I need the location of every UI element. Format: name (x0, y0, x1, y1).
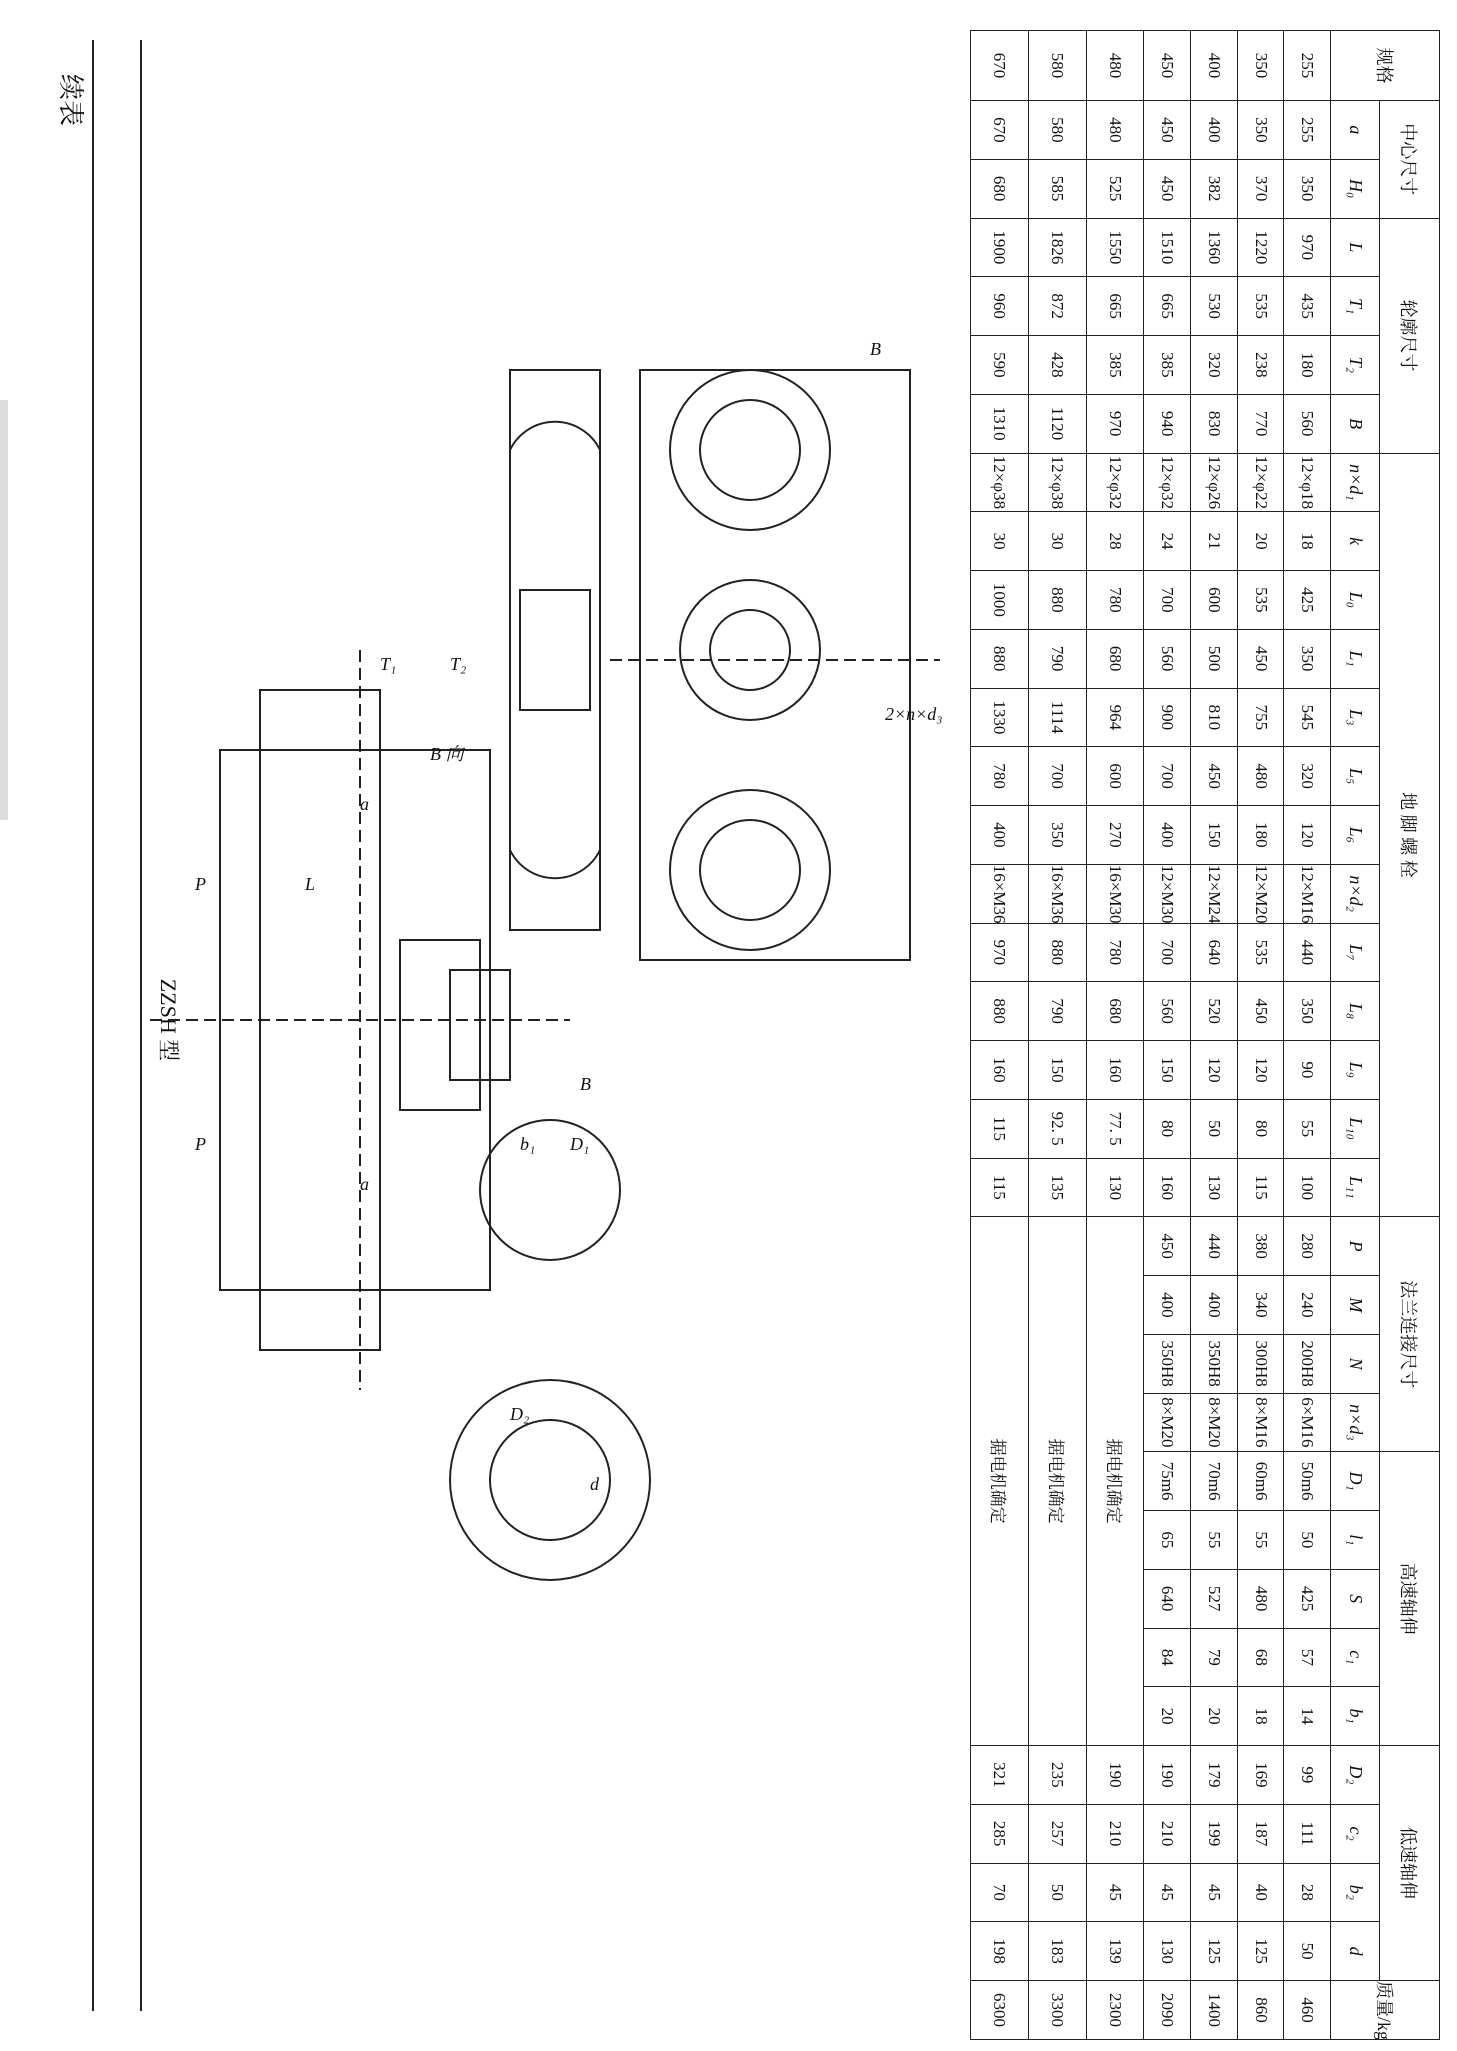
table-cell: 440 (1191, 1217, 1238, 1276)
col-header: L₃ (1331, 688, 1380, 747)
table-cell: 665 (1144, 277, 1191, 336)
table-cell: 120 (1191, 1041, 1238, 1100)
table-cell: 12×φ18 (1284, 453, 1331, 512)
label-D2: D₂ (510, 1404, 530, 1424)
table-cell: 400 (971, 806, 1029, 865)
table-cell: 900 (1144, 688, 1191, 747)
col-header: L₁₁ (1331, 1158, 1380, 1217)
table-cell: 860 (1237, 1981, 1284, 2040)
table-cell: 200H8 (1284, 1334, 1331, 1393)
col-header: L₁ (1331, 629, 1380, 688)
label-P: P (195, 874, 206, 894)
table-cell: 79 (1191, 1628, 1238, 1687)
table-row (971, 31, 1029, 2040)
table-cell: 970 (971, 923, 1029, 982)
label-B: B (870, 339, 881, 359)
table-cell: 450 (1144, 31, 1191, 101)
table-cell: 18 (1284, 512, 1331, 571)
table-cell: 300H8 (1237, 1334, 1284, 1393)
table-cell: 12×φ22 (1237, 453, 1284, 512)
table-cell: 590 (971, 336, 1029, 395)
table-cell: 210 (1144, 1804, 1191, 1863)
table-cell: 535 (1237, 571, 1284, 630)
table-cell: 350 (1284, 629, 1331, 688)
table-cell: 400 (1144, 806, 1191, 865)
table-cell: 400 (1144, 1276, 1191, 1335)
table-cell: 50 (1028, 1863, 1086, 1922)
col-header: L₅ (1331, 747, 1380, 806)
table-cell: 115 (971, 1099, 1029, 1158)
table-cell: 700 (1028, 747, 1086, 806)
label-a2: a (360, 1174, 369, 1194)
table-cell: 880 (971, 982, 1029, 1041)
table-cell: 545 (1284, 688, 1331, 747)
top-view-gear-3 (670, 790, 830, 950)
col-header: D₂ (1331, 1746, 1380, 1805)
low-speed-shaft-section (450, 1380, 650, 1580)
table-cell: 1360 (1191, 218, 1238, 277)
table-cell: 350 (1284, 982, 1331, 1041)
table-cell: 28 (1086, 512, 1144, 571)
table-cell: 8×M16 (1237, 1393, 1284, 1452)
table-cell: 480 (1086, 31, 1144, 101)
col-header: L₁₀ (1331, 1099, 1380, 1158)
table-row (1086, 31, 1144, 2040)
table-cell: 964 (1086, 688, 1144, 747)
table-cell: 1220 (1237, 218, 1284, 277)
table-cell: 350 (1028, 806, 1086, 865)
table-cell: 350H8 (1191, 1334, 1238, 1393)
side-view-shaft-boss (400, 940, 480, 1110)
col-header: b₁ (1331, 1687, 1380, 1746)
table-cell: 45 (1191, 1863, 1238, 1922)
table-cell: 2300 (1086, 1981, 1144, 2040)
table-cell: 320 (1191, 336, 1238, 395)
table-cell: 450 (1144, 1217, 1191, 1276)
table-cell: 970 (1086, 394, 1144, 453)
table-cell: 199 (1191, 1804, 1238, 1863)
table-cell: 400 (1191, 31, 1238, 101)
hdr-flange: 法兰连接尺寸 (1380, 1217, 1440, 1452)
table-cell: 16×M36 (1028, 864, 1086, 923)
col-header: L₇ (1331, 923, 1380, 982)
col-header: k (1331, 512, 1380, 571)
table-cell: 450 (1237, 982, 1284, 1041)
table-cell: 1510 (1144, 218, 1191, 277)
label-P2: P (195, 1134, 206, 1154)
table-cell: 880 (1028, 923, 1086, 982)
table-cell: 8×M20 (1191, 1393, 1238, 1452)
table-cell: 99 (1284, 1746, 1331, 1805)
hdr-high-speed: 高速轴伸 (1380, 1452, 1440, 1746)
col-header: n×d₂ (1331, 864, 1380, 923)
table-cell: 527 (1191, 1569, 1238, 1628)
table-cell: 12×φ38 (971, 453, 1029, 512)
label-2nd3: 2×n×d₃ (885, 704, 943, 724)
label-b1: b₁ (520, 1134, 536, 1154)
table-cell: 940 (1144, 394, 1191, 453)
margin-rule-left (92, 40, 94, 2011)
col-header: n×d₁ (1331, 453, 1380, 512)
top-view-gear-1 (670, 370, 830, 530)
table-row (1144, 31, 1191, 2040)
table-cell: 755 (1237, 688, 1284, 747)
hdr-center: 中心尺寸 (1380, 101, 1440, 219)
table-cell: 255 (1284, 101, 1331, 160)
table-cell: 700 (1144, 923, 1191, 982)
col-header: L₉ (1331, 1041, 1380, 1100)
high-speed-shaft-section (480, 1120, 620, 1260)
table-cell: 500 (1191, 629, 1238, 688)
table-cell: 770 (1237, 394, 1284, 453)
hdr-spec: 规格 (1331, 31, 1440, 101)
table-cell: 810 (1191, 688, 1238, 747)
table-cell: 8×M20 (1144, 1393, 1191, 1452)
col-header: L₈ (1331, 982, 1380, 1041)
table-cell: 12×M16 (1284, 864, 1331, 923)
col-header: B (1331, 394, 1380, 453)
table-cell: 640 (1191, 923, 1238, 982)
table-cell: 6300 (971, 1981, 1029, 2040)
table-cell: 790 (1028, 982, 1086, 1041)
col-header: H₀ (1331, 159, 1380, 218)
table-cell: 据电机确定 (1086, 1217, 1144, 1746)
table-cell: 130 (1191, 1158, 1238, 1217)
table-cell: 68 (1237, 1628, 1284, 1687)
col-header: T₂ (1331, 336, 1380, 395)
table-cell: 680 (971, 159, 1029, 218)
table-cell: 380 (1237, 1217, 1284, 1276)
table-cell: 12×M30 (1144, 864, 1191, 923)
table-cell: 125 (1237, 1922, 1284, 1981)
continued-label: 续表 (56, 73, 85, 126)
table-cell: 180 (1237, 806, 1284, 865)
table-cell: 670 (971, 101, 1029, 160)
table-cell: 435 (1284, 277, 1331, 336)
table-cell: 350 (1284, 159, 1331, 218)
col-header: a (1331, 101, 1380, 160)
table-cell: 285 (971, 1804, 1029, 1863)
table-cell: 24 (1144, 512, 1191, 571)
model-title: ZZSH 型 (156, 978, 181, 1062)
table-cell: 585 (1028, 159, 1086, 218)
table-cell: 450 (1237, 629, 1284, 688)
table-cell: 20 (1144, 1687, 1191, 1746)
table-cell: 1550 (1086, 218, 1144, 277)
spec-table-wrap (970, 30, 1440, 2040)
table-cell: 350 (1237, 31, 1284, 101)
hdr-low-speed: 低速轴伸 (1380, 1746, 1440, 1981)
table-cell: 12×φ26 (1191, 453, 1238, 512)
table-cell: 55 (1191, 1511, 1238, 1570)
table-cell: 12×M20 (1237, 864, 1284, 923)
table-cell: 187 (1237, 1804, 1284, 1863)
b-view-body (510, 370, 600, 930)
table-cell: 70 (971, 1863, 1029, 1922)
table-cell: 12×φ32 (1086, 453, 1144, 512)
table-cell: 1310 (971, 394, 1029, 453)
col-header: l₁ (1331, 1511, 1380, 1570)
table-cell: 1826 (1028, 218, 1086, 277)
label-d: d (590, 1474, 599, 1494)
table-cell: 700 (1144, 571, 1191, 630)
table-cell: 125 (1191, 1922, 1238, 1981)
table-row (1028, 31, 1086, 2040)
table-cell: 535 (1237, 923, 1284, 982)
table-cell: 100 (1284, 1158, 1331, 1217)
table-cell: 680 (1086, 982, 1144, 1041)
table-cell: 150 (1028, 1041, 1086, 1100)
label-a: a (360, 794, 369, 814)
table-cell: 350H8 (1144, 1334, 1191, 1393)
table-cell: 480 (1237, 1569, 1284, 1628)
table-row (1237, 31, 1284, 2040)
table-cell: 872 (1028, 277, 1086, 336)
table-cell: 240 (1284, 1276, 1331, 1335)
table-cell: 780 (971, 747, 1029, 806)
table-cell: 21 (1191, 512, 1238, 571)
table-cell: 45 (1144, 1863, 1191, 1922)
table-cell: 55 (1284, 1099, 1331, 1158)
table-cell: 460 (1284, 1981, 1331, 2040)
table-cell: 198 (971, 1922, 1029, 1981)
table-cell: 30 (1028, 512, 1086, 571)
table-cell: 560 (1144, 982, 1191, 1041)
table-cell: 据电机确定 (1028, 1217, 1086, 1746)
table-cell: 28 (1284, 1863, 1331, 1922)
table-cell: 18 (1237, 1687, 1284, 1746)
table-cell: 115 (1237, 1158, 1284, 1217)
table-cell: 2090 (1144, 1981, 1191, 2040)
col-header: L₀ (1331, 571, 1380, 630)
col-header: M (1331, 1276, 1380, 1335)
table-cell: 45 (1086, 1863, 1144, 1922)
table-cell: 135 (1028, 1158, 1086, 1217)
table-cell: 150 (1144, 1041, 1191, 1100)
table-cell: 120 (1237, 1041, 1284, 1100)
table-cell: 535 (1237, 277, 1284, 336)
col-header: T₁ (1331, 277, 1380, 336)
table-cell: 680 (1086, 629, 1144, 688)
table-cell: 790 (1028, 629, 1086, 688)
table-cell: 580 (1028, 31, 1086, 101)
table-cell: 30 (971, 512, 1029, 571)
col-header: D₁ (1331, 1452, 1380, 1511)
table-cell: 321 (971, 1746, 1029, 1805)
table-cell: 50 (1284, 1511, 1331, 1570)
col-header: L (1331, 218, 1380, 277)
table-cell: 560 (1144, 629, 1191, 688)
table-cell: 670 (971, 31, 1029, 101)
table-row (1191, 31, 1238, 2040)
table-cell: 480 (1086, 101, 1144, 160)
table-cell: 700 (1144, 747, 1191, 806)
table-cell: 640 (1144, 1569, 1191, 1628)
table-cell: 960 (971, 277, 1029, 336)
table-cell: 480 (1237, 747, 1284, 806)
col-header: L₆ (1331, 806, 1380, 865)
table-cell: 970 (1284, 218, 1331, 277)
table-cell: 84 (1144, 1628, 1191, 1687)
table-cell: 90 (1284, 1041, 1331, 1100)
table-cell: 780 (1086, 923, 1144, 982)
table-cell: 257 (1028, 1804, 1086, 1863)
table-cell: 350 (1237, 101, 1284, 160)
table-cell: 270 (1086, 806, 1144, 865)
table-cell: 560 (1284, 394, 1331, 453)
table-cell: 12×φ32 (1144, 453, 1191, 512)
table-cell: 340 (1237, 1276, 1284, 1335)
table-cell: 75m6 (1144, 1452, 1191, 1511)
top-view-body (640, 370, 910, 960)
table-cell: 14 (1284, 1687, 1331, 1746)
gearbox-drawings (150, 330, 943, 1630)
table-cell: 3300 (1028, 1981, 1086, 2040)
table-cell: 115 (971, 1158, 1029, 1217)
table-cell: 190 (1144, 1746, 1191, 1805)
label-B-dir: B (580, 1074, 591, 1094)
margin-rule-inner (140, 40, 142, 2011)
table-cell: 450 (1144, 159, 1191, 218)
table-cell: 385 (1086, 336, 1144, 395)
table-cell: 238 (1237, 336, 1284, 395)
table-cell: 1400 (1191, 1981, 1238, 2040)
table-cell: 120 (1284, 806, 1331, 865)
table-cell: 12×φ38 (1028, 453, 1086, 512)
col-header: n×d₃ (1331, 1393, 1380, 1452)
hdr-mass: 质量/kg (1331, 1981, 1440, 2040)
table-cell: 据电机确定 (971, 1217, 1029, 1746)
table-cell: 280 (1284, 1217, 1331, 1276)
col-header: c₁ (1331, 1628, 1380, 1687)
table-cell: 130 (1086, 1158, 1144, 1217)
table-cell: 20 (1191, 1687, 1238, 1746)
table-cell: 600 (1086, 747, 1144, 806)
table-cell: 1120 (1028, 394, 1086, 453)
table-cell: 65 (1144, 1511, 1191, 1570)
table-cell: 60m6 (1237, 1452, 1284, 1511)
table-cell: 382 (1191, 159, 1238, 218)
spec-table (970, 30, 1440, 2040)
col-header: d (1331, 1922, 1380, 1981)
table-cell: 179 (1191, 1746, 1238, 1805)
table-cell: 6×M16 (1284, 1393, 1331, 1452)
table-cell: 600 (1191, 571, 1238, 630)
table-cell: 111 (1284, 1804, 1331, 1863)
table-cell: 425 (1284, 571, 1331, 630)
table-cell: 50m6 (1284, 1452, 1331, 1511)
table-cell: 180 (1284, 336, 1331, 395)
table-cell: 1900 (971, 218, 1029, 277)
table-cell: 160 (1086, 1041, 1144, 1100)
table-cell: 580 (1028, 101, 1086, 160)
table-cell: 77. 5 (1086, 1099, 1144, 1158)
table-cell: 255 (1284, 31, 1331, 101)
table-cell: 440 (1284, 923, 1331, 982)
table-cell: 190 (1086, 1746, 1144, 1805)
label-T2: T₂ (450, 654, 467, 674)
table-cell: 55 (1237, 1511, 1284, 1570)
table-cell: 1000 (971, 571, 1029, 630)
table-cell: 210 (1086, 1804, 1144, 1863)
table-cell: 400 (1191, 101, 1238, 160)
table-cell: 16×M36 (971, 864, 1029, 923)
table-cell: 385 (1144, 336, 1191, 395)
table-cell: 70m6 (1191, 1452, 1238, 1511)
table-cell: 40 (1237, 1863, 1284, 1922)
table-cell: 160 (1144, 1158, 1191, 1217)
table-cell: 235 (1028, 1746, 1086, 1805)
table-cell: 525 (1086, 159, 1144, 218)
table-cell: 425 (1284, 1569, 1331, 1628)
table-cell: 183 (1028, 1922, 1086, 1981)
label-view: B 向 (430, 744, 464, 764)
table-cell: 150 (1191, 806, 1238, 865)
label-D1: D₁ (570, 1134, 590, 1154)
col-header: b₂ (1331, 1863, 1380, 1922)
table-cell: 160 (971, 1041, 1029, 1100)
table-cell: 92. 5 (1028, 1099, 1086, 1158)
col-header: P (1331, 1217, 1380, 1276)
table-cell: 50 (1284, 1922, 1331, 1981)
table-cell: 50 (1191, 1099, 1238, 1158)
table-cell: 520 (1191, 982, 1238, 1041)
table-cell: 80 (1144, 1099, 1191, 1158)
table-cell: 169 (1237, 1746, 1284, 1805)
table-cell: 880 (971, 629, 1029, 688)
label-L: L (305, 874, 316, 894)
table-cell: 830 (1191, 394, 1238, 453)
scan-edge (0, 400, 8, 820)
table-cell: 450 (1191, 747, 1238, 806)
table-cell: 139 (1086, 1922, 1144, 1981)
table-cell: 450 (1144, 101, 1191, 160)
table-cell: 780 (1086, 571, 1144, 630)
table-cell: 57 (1284, 1628, 1331, 1687)
hdr-outline: 轮廓尺寸 (1380, 218, 1440, 453)
table-cell: 530 (1191, 277, 1238, 336)
table-cell: 80 (1237, 1099, 1284, 1158)
hdr-foundation: 地 脚 螺 栓 (1380, 453, 1440, 1217)
table-cell: 428 (1028, 336, 1086, 395)
table-cell: 665 (1086, 277, 1144, 336)
col-header: S (1331, 1569, 1380, 1628)
col-header: N (1331, 1334, 1380, 1393)
col-header: c₂ (1331, 1804, 1380, 1863)
table-row (1284, 31, 1331, 2040)
table-cell: 16×M30 (1086, 864, 1144, 923)
table-cell: 370 (1237, 159, 1284, 218)
label-T1: T₁ (380, 654, 397, 674)
table-cell: 880 (1028, 571, 1086, 630)
top-view-gear-2 (680, 580, 820, 720)
table-cell: 320 (1284, 747, 1331, 806)
table-cell: 20 (1237, 512, 1284, 571)
table-cell: 130 (1144, 1922, 1191, 1981)
table-cell: 1330 (971, 688, 1029, 747)
table-cell: 12×M24 (1191, 864, 1238, 923)
table-cell: 400 (1191, 1276, 1238, 1335)
table-cell: 1114 (1028, 688, 1086, 747)
